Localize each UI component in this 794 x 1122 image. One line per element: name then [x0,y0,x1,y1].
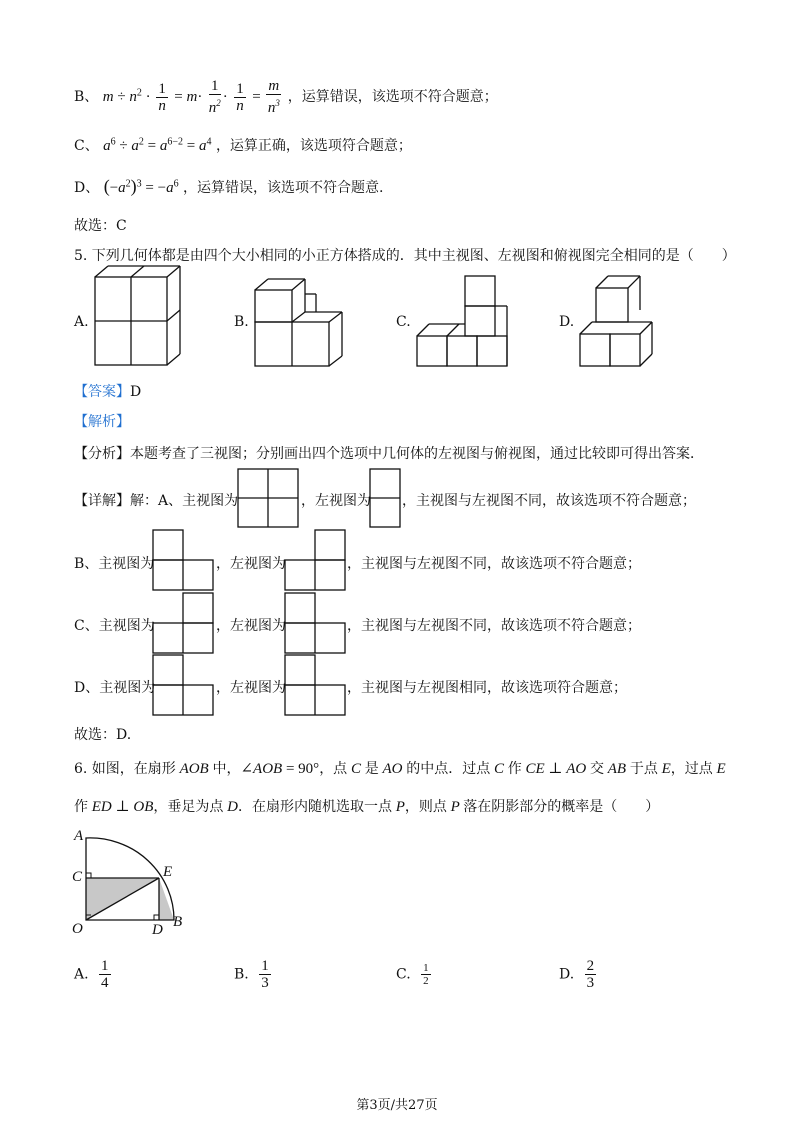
q6-label-b: B [173,914,183,930]
q5-detail-a-front-view [237,468,299,528]
page-footer: 第3页/共27页 [356,1098,438,1113]
q5-detail-c-tail: ，主视图与左视图不同，故该选项不符合题意； [347,618,641,634]
q5-analysis-tag: 【解析】 [74,414,130,430]
q6-label-c: C [72,869,83,885]
q5-detail-a-pre: 【详解】解：A、主视图为 [74,493,239,509]
q6-label-e: E [163,864,173,880]
q5-fenxi: 【分析】本题考查了三视图；分别画出四个选项中几何体的左视图与俯视图，通过比较即可得出答案． [74,446,704,462]
q5-detail-d-tail: ，主视图与左视图相同，故该选项符合题意； [347,680,627,696]
q5-option-d-label: D. [559,314,575,330]
q4-answer: 故选：C [74,218,127,234]
q5-figure-b [254,276,354,368]
q5-detail-c-pre: C、主视图为 [74,618,155,634]
q5-figure-d [579,276,669,368]
q5-detail-d-mid: ，左视图为 [216,680,286,696]
q6-label-a: A [74,828,84,844]
q5-detail-b-mid: ，左视图为 [216,556,286,572]
q5-detail-b-front-view [152,529,214,591]
q5-detail-b-tail: ，主视图与左视图不同，故该选项不符合题意； [347,556,641,572]
q5-detail-c-left-view [284,592,346,654]
q5-figure-a [94,276,174,366]
q6-label-o: O [72,921,83,937]
q5-detail-c-front-view [152,592,214,654]
q5-detail-b-pre: B、主视图为 [74,556,155,572]
q6-stem-line-2: 作 ED ⊥ OB，垂足为点 D．在扇形内随机选取一点 P，则点 P 落在阴影部分的概率是（ ） [74,799,660,815]
q4-option-c: C、 $a^6 \div a^2 = a^{6-2} = a^4$ ，运算正确，该选项符合题意； [74,136,412,154]
q5-detail-a-left-view [369,468,401,528]
q5-option-c-label: C. [396,314,411,330]
q4-option-b: B、 $m \div n^2$ · $\frac{1}{n}$ = m· $\frac{1}{n^2}$ · $\frac{1}{n}$ = $\frac{m}{n^3}$ ，运算错误，该选项不符合题意； [74,78,498,116]
q6-sector-figure [86,838,181,922]
q5-detail-a-mid: ，左视图为 [301,493,371,509]
q6-option-c: C. $\frac{1}{2}$ [396,962,429,987]
q5-stem: 5. 下列几何体都是由四个大小相同的小正方体搭成的．其中主视图、左视图和俯视图完全相同的是（ ） [74,248,736,264]
q5-option-b-label: B. [234,314,249,330]
q6-stem-line-1: 6. 如图，在扇形 AOB 中，∠AOB = 90°，点 C 是 AO 的中点．过点 C 作 CE ⊥ AO 交 AB 于点 E，过点 E [74,761,726,777]
q5-detail-a-tail: ，主视图与左视图不同，故该选项不符合题意； [402,493,696,509]
q6-option-d: D. $\frac{2}{3}$ [559,958,595,991]
q5-option-a-label: A. [74,314,89,330]
q5-detail-c-mid: ，左视图为 [216,618,286,634]
q5-conclusion: 故选：D. [74,727,132,743]
q5-answer: 【答案】D [74,384,142,400]
q6-label-d: D [152,922,163,938]
q5-figure-c [416,276,516,368]
q5-detail-d-pre: D、主视图为 [74,680,156,696]
q6-option-a: A. $\frac{1}{4}$ [74,958,109,991]
q5-detail-d-left-view [284,654,346,716]
q5-detail-d-front-view [152,654,214,716]
q5-detail-b-left-view [284,529,346,591]
q4-option-d: D、 $(-a^2)^3 = -a^6$ ，运算错误，该选项不符合题意. [74,176,384,196]
q6-option-b: B. $\frac{1}{3}$ [234,958,269,991]
